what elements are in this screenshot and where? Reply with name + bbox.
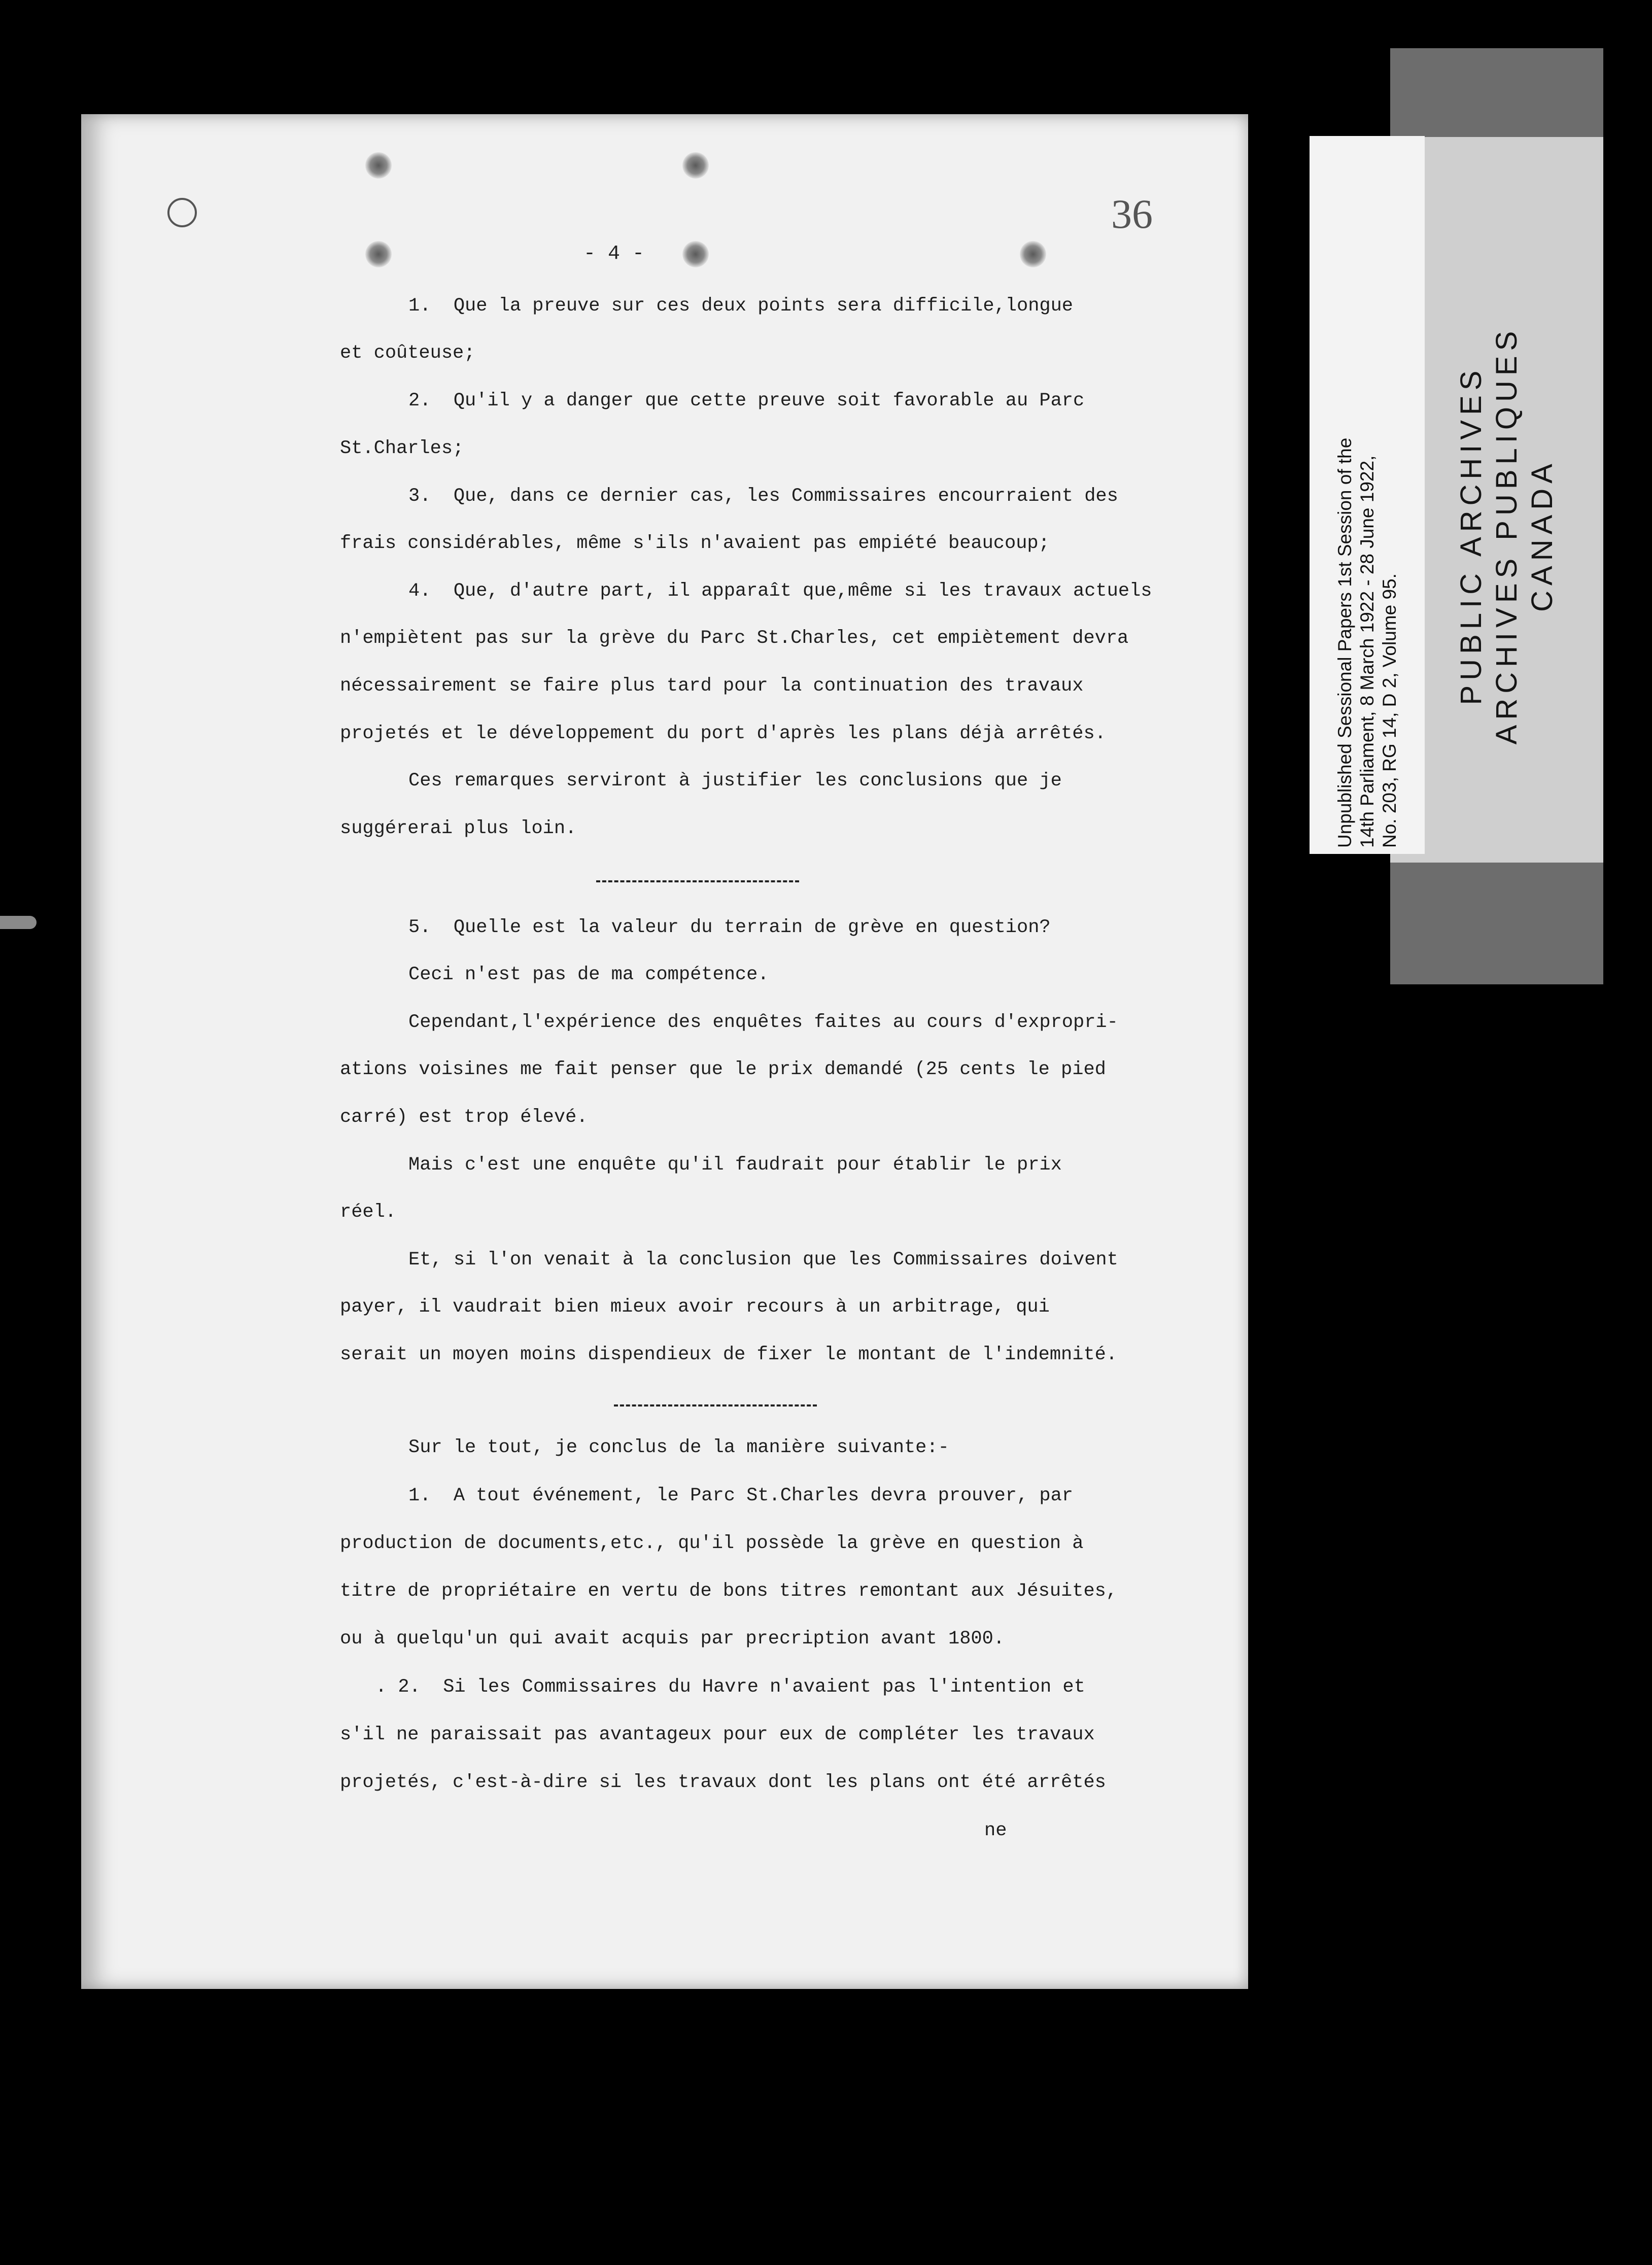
text-line: Mais c'est une enquête qu'il faudrait pour établir le prix bbox=[408, 1154, 1062, 1176]
text-line: et coûteuse; bbox=[340, 342, 475, 364]
text-line: Sur le tout, je conclus de la manière suivante:- bbox=[408, 1437, 949, 1458]
text-line: 4. Que, d'autre part, il apparaît que,même si les travaux actuels bbox=[408, 580, 1152, 602]
text-line: production de documents,etc., qu'il possède la grève en question à bbox=[340, 1533, 1084, 1554]
text-line: payer, il vaudrait bien mieux avoir recours à un arbitrage, qui bbox=[340, 1296, 1050, 1318]
catchword: ne bbox=[984, 1820, 1007, 1841]
text-line: serait un moyen moins dispendieux de fixer le montant de l'indemnité. bbox=[340, 1344, 1118, 1365]
citation-line-1: Unpublished Sessional Papers 1st Session of the bbox=[1334, 437, 1355, 848]
text-line: ou à quelqu'un qui avait acquis par precription avant 1800. bbox=[340, 1628, 1005, 1650]
text-line: 1. Que la preuve sur ces deux points sera difficile,longue bbox=[408, 295, 1074, 317]
text-line: frais considérables, même s'ils n'avaient pas empiété beaucoup; bbox=[340, 533, 1050, 554]
text-line: Ceci n'est pas de ma compétence. bbox=[408, 964, 769, 985]
text-line: projetés et le développement du port d'après les plans déjà arrêtés. bbox=[340, 723, 1106, 744]
text-line: projetés, c'est-à-dire si les travaux dont les plans ont été arrêtés bbox=[340, 1772, 1106, 1793]
punch-hole bbox=[682, 241, 709, 267]
section-divider bbox=[596, 880, 799, 882]
text-line: s'il ne paraissait pas avantageux pour eux de compléter les travaux bbox=[340, 1724, 1095, 1745]
archive-label-line-1: PUBLIC ARCHIVES bbox=[1455, 365, 1488, 705]
text-line: 5. Quelle est la valeur du terrain de grève en question? bbox=[408, 917, 1051, 938]
text-line: Cependant,l'expérience des enquêtes faites au cours d'expropri- bbox=[408, 1012, 1118, 1033]
strip-band-top bbox=[1390, 48, 1603, 137]
punch-hole bbox=[365, 241, 392, 267]
text-line: Ces remarques serviront à justifier les conclusions que je bbox=[408, 770, 1062, 792]
text-line: St.Charles; bbox=[340, 438, 464, 459]
page-number: 36 bbox=[1111, 191, 1153, 237]
text-line: n'empiètent pas sur la grève du Parc St.Charles, cet empiètement devra bbox=[340, 628, 1129, 649]
text-line: . 2. Si les Commissaires du Havre n'avaient pas l'intention et bbox=[375, 1676, 1085, 1698]
text-line: 2. Qu'il y a danger que cette preuve soit favorable au Parc bbox=[408, 390, 1085, 411]
text-line: suggérerai plus loin. bbox=[340, 818, 577, 839]
text-line: Et, si l'on venait à la conclusion que les Commissaires doivent bbox=[408, 1249, 1118, 1271]
page-label: - 4 - bbox=[583, 243, 645, 265]
text-line: 1. A tout événement, le Parc St.Charles devra prouver, par bbox=[408, 1485, 1074, 1506]
punch-hole bbox=[682, 152, 709, 179]
edge-artifact bbox=[0, 916, 37, 929]
margin-circle-mark bbox=[167, 198, 197, 227]
text-line: carré) est trop élevé. bbox=[340, 1107, 588, 1128]
text-line: 3. Que, dans ce dernier cas, les Commissaires encourraient des bbox=[408, 486, 1118, 507]
citation-line-2: 14th Parliament, 8 March 1922 - 28 June 1922, bbox=[1356, 455, 1378, 848]
text-line: titre de propriétaire en vertu de bons titres remontant aux Jésuites, bbox=[340, 1581, 1118, 1602]
text-line: réel. bbox=[340, 1202, 397, 1223]
text-line: ations voisines me fait penser que le prix demandé (25 cents le pied bbox=[340, 1059, 1106, 1080]
section-divider bbox=[614, 1404, 817, 1406]
citation-line-3: No. 203, RG 14, D 2, Volume 95. bbox=[1379, 573, 1400, 848]
archive-label bbox=[1438, 137, 1575, 934]
punch-hole bbox=[365, 152, 392, 179]
archive-label-line-2: ARCHIVES PUBLIQUES bbox=[1490, 326, 1523, 745]
text-line: nécessairement se faire plus tard pour la continuation des travaux bbox=[340, 675, 1084, 697]
punch-hole bbox=[1020, 241, 1046, 267]
archive-label-line-3: CANADA bbox=[1526, 459, 1559, 612]
citation-stamp bbox=[1310, 136, 1425, 854]
